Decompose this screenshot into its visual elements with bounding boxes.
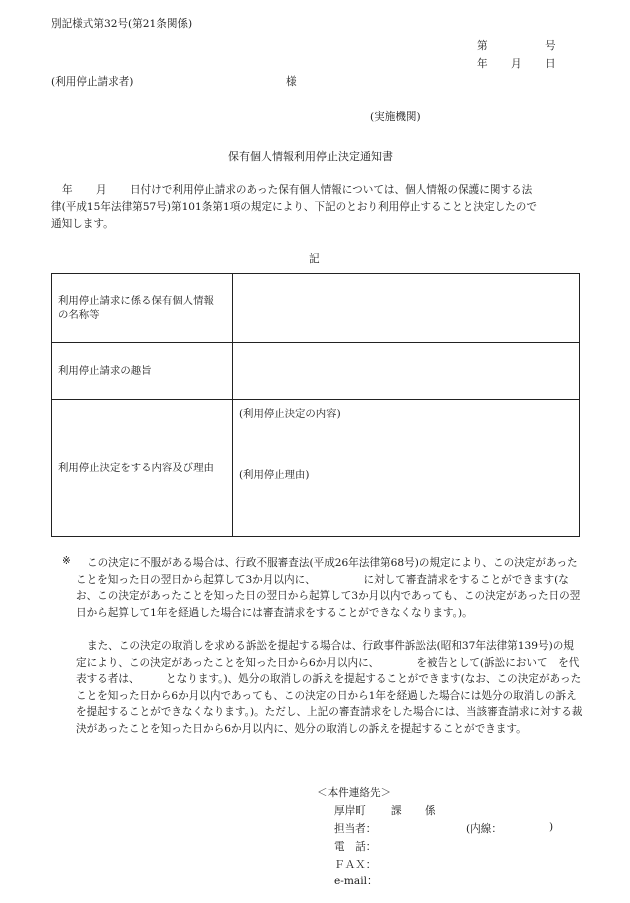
doc-no-suffix: 号	[545, 40, 556, 52]
contact-email-label: e-mail：	[334, 875, 378, 887]
body-line-3: 通知します。	[51, 218, 114, 230]
decision-content-label: (利用停止決定の内容)	[239, 408, 341, 420]
row-label-info-name: 利用停止請求に係る保有個人情報の名称等	[52, 274, 233, 343]
form-number: 別記様式第32号(第21条関係)	[51, 18, 193, 30]
table-row	[52, 274, 580, 343]
note-paragraph-1: この決定に不服がある場合は、行政不服審査法(平成26年法律第68号)の規定により、この決定があったことを知った日の翌日から起算して3か月以内に、 に対して審査請求をすることができます(なお、この決定があったことを知った日の翌日から起算して3か月以内であっても、この決定があった日の翌日から起算して1年を経過した場合には審査請求をすることができなくなります。)。	[76, 557, 581, 619]
row-value-info-name[interactable]	[233, 274, 580, 343]
contact-kakari: 係	[425, 805, 436, 817]
contact-fax-label: ＦＡＸ：	[334, 859, 377, 871]
body-line-1: 日付けで利用停止請求のあった保有個人情報については、個人情報の保護に関する法	[130, 184, 533, 196]
row-value-decision[interactable]	[233, 400, 580, 537]
contact-extension-open: (内線：	[466, 823, 502, 835]
requester-label: (利用停止請求者)	[51, 76, 134, 88]
requester-honorific: 様	[286, 76, 297, 88]
body-lead-year: 年	[62, 184, 73, 196]
contact-phone-label: 電 話：	[334, 841, 377, 853]
row-label-purpose: 利用停止請求の趣旨	[52, 343, 233, 400]
note-mark: ※	[62, 555, 71, 567]
contact-extension-close: )	[549, 821, 554, 833]
note-paragraph-2: また、この決定の取消しを求める訴訟を提起する場合は、行政事件訴訟法(昭和37年法律第139号)の規定により、この決定があったことを知った日から6か月以内に、 を被告として(訴訟において を代表する者は、 となります。)、処分の取消しの訴えを提起することができます(なお、この決定があったことを知った日から6か月以内であっても、この決定の日から1年を経過した場合には処分の取消しの訴えを提起することができなくなります。)。ただし、上記の審査請求をした場合には、当該審査請求に対する裁決があったことを知った日から6か月以内に、処分の取消しの訴えを提起することができます。	[76, 640, 583, 735]
agency-label: (実施機関)	[370, 111, 421, 123]
table-row	[52, 400, 580, 537]
doc-no-prefix: 第	[477, 40, 488, 52]
contact-town: 厚岸町	[334, 805, 366, 817]
date-year: 年	[477, 58, 488, 70]
contact-person-label: 担当者：	[334, 823, 377, 835]
table-row	[52, 343, 580, 400]
body-line-2: 律(平成15年法律第57号)第101条第1項の規定により、下記のとおり利用停止することと決定したので	[51, 201, 537, 213]
contact-ka: 課	[391, 805, 402, 817]
body-lead-month: 月	[96, 184, 107, 196]
date-day: 日	[545, 58, 556, 70]
page-title: 保有個人情報利用停止決定通知書	[228, 150, 393, 163]
date-month: 月	[511, 58, 522, 70]
row-value-purpose[interactable]	[233, 343, 580, 400]
ki-heading: 記	[309, 253, 320, 265]
decision-table	[51, 273, 580, 537]
decision-reason-label: (利用停止理由)	[239, 469, 310, 481]
contact-header: ＜本件連絡先＞	[317, 787, 392, 799]
row-label-decision: 利用停止決定をする内容及び理由	[52, 400, 233, 537]
